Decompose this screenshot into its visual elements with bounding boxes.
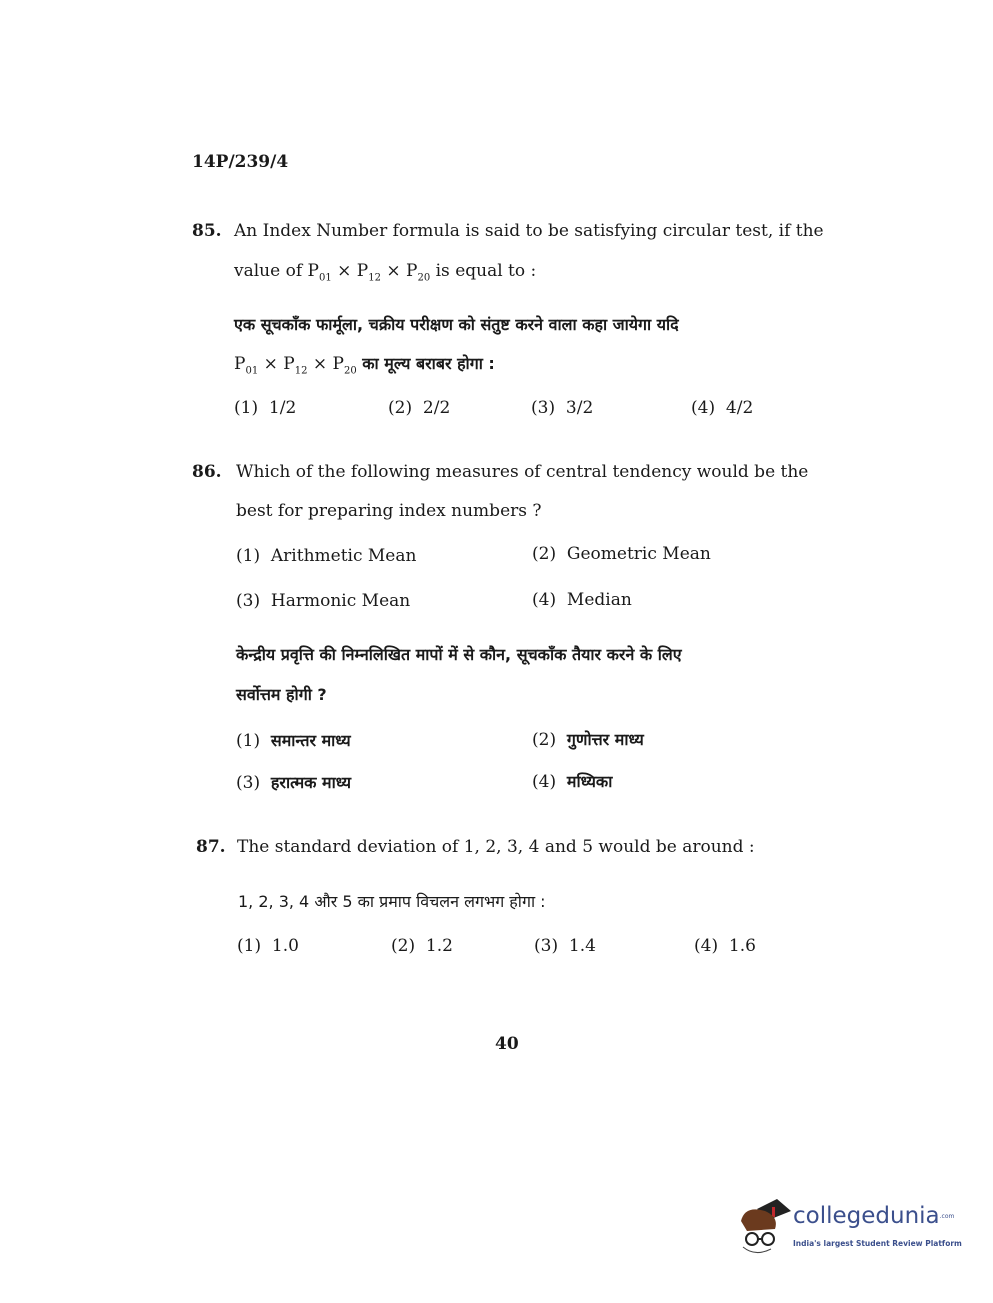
- option-3: (3) Harmonic Mean: [236, 591, 411, 611]
- question-number: 86.: [192, 462, 222, 482]
- question-text-en-line2: value of $P_{01} \times P_{12} \times P_{20}$ is equal to :: [234, 261, 537, 284]
- option-3: (3) 1.4: [534, 936, 596, 956]
- collegedunia-logo: [735, 1195, 965, 1265]
- hi-option-4: (4) मध्यिका: [532, 772, 613, 792]
- question-number: 85.: [192, 221, 222, 241]
- option-2: (2) Geometric Mean: [532, 544, 711, 564]
- option-4: (4) Median: [532, 590, 632, 610]
- brand-tagline: India's largest Student Review Platform: [793, 1239, 962, 1248]
- option-4: (4) 4/2: [691, 398, 754, 418]
- paper-code: 14P/239/4: [192, 152, 289, 172]
- page-number: 40: [495, 1034, 519, 1054]
- brand-name: collegedunia: [793, 1203, 940, 1229]
- option-1: (1) 1/2: [234, 398, 297, 418]
- question-text-en-line2: best for preparing index numbers ?: [236, 501, 542, 521]
- option-2: (2) 2/2: [388, 398, 451, 418]
- question-text-hi: 1, 2, 3, 4 और 5 का प्रमाप विचलन लगभग होगा :: [238, 892, 546, 911]
- option-3: (3) 3/2: [531, 398, 594, 418]
- question-text-en: An Index Number formula is said to be satisfying circular test, if the: [234, 221, 824, 241]
- brand-domain: .com: [939, 1213, 955, 1220]
- question-text-hi-line2: $P_{01} \times P_{12} \times P_{20}$ का मूल्य बराबर होगा :: [234, 354, 495, 377]
- option-1: (1) Arithmetic Mean: [236, 546, 417, 566]
- question-text-hi-line2: सर्वोत्तम होगी ?: [236, 685, 327, 704]
- option-4: (4) 1.6: [694, 936, 756, 956]
- question-text-hi: एक सूचकाँक फार्मूला, चक्रीय परीक्षण को संतुष्ट करने वाला कहा जायेगा यदि: [234, 315, 679, 334]
- question-number: 87.: [196, 837, 226, 857]
- question-text-en: Which of the following measures of central tendency would be the: [236, 462, 809, 482]
- hi-option-2: (2) गुणोत्तर माध्य: [532, 730, 644, 750]
- option-1: (1) 1.0: [237, 936, 299, 956]
- question-text-en: The standard deviation of 1, 2, 3, 4 and 5 would be around :: [237, 837, 755, 857]
- hi-option-1: (1) समान्तर माध्य: [236, 731, 351, 751]
- hi-option-3: (3) हरात्मक माध्य: [236, 773, 352, 793]
- option-2: (2) 1.2: [391, 936, 453, 956]
- student-mascot-icon: [735, 1195, 793, 1265]
- question-text-hi: केन्द्रीय प्रवृत्ति की निम्नलिखित मापों में से कौन, सूचकाँक तैयार करने के लिए: [236, 645, 682, 664]
